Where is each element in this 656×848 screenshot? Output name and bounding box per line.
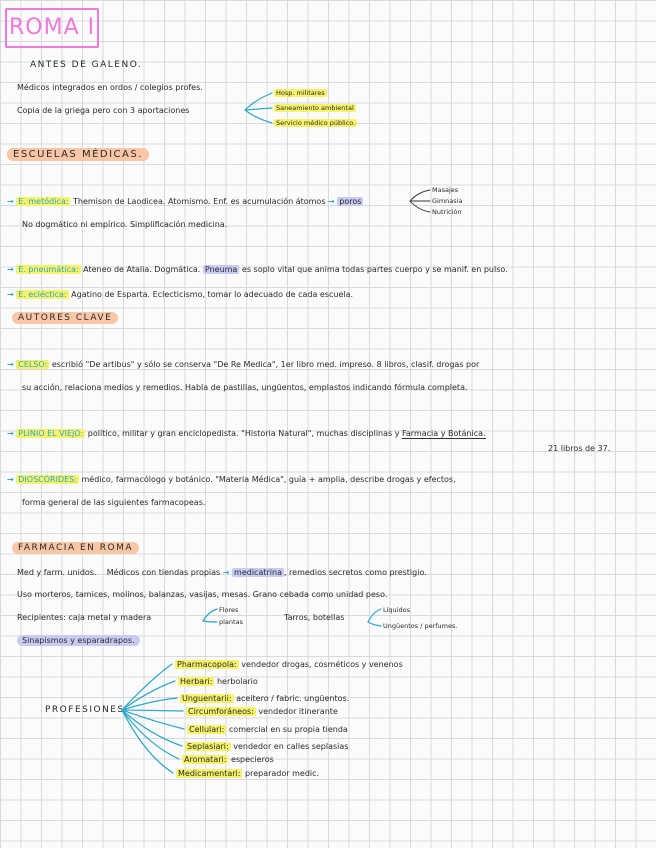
metodica-line: → E. metódica: Themison de Laodicea. Atomismo. Enf. es acumulación átomos → poros: [7, 197, 362, 206]
metodica-line-2: No dogmático ni empírico. Simplificación medicina.: [22, 220, 228, 229]
antes-heading: ANTES DE GALENO.: [30, 60, 143, 70]
dioscorides-line-1: → DIOSCÓRIDES: médico, farmacólogo y botánico. "Materia Médica", guía + amplia, describe drogas y efectos,: [7, 475, 456, 484]
recipientes-branch-2: plantas: [219, 618, 243, 626]
aportacion-1: Hosp. militares: [276, 89, 325, 97]
medicos-integrados-text: Médicos integrados en ordos / colegios profes.: [17, 83, 203, 92]
arrow-icon: →: [7, 265, 14, 274]
page-title: ROMA I: [9, 15, 96, 40]
arrow-icon: →: [222, 568, 230, 577]
metodica-branch-1: Masajes: [432, 186, 459, 194]
farmacia-line-2: Uso morteros, tamices, molinos, balanzas, vasijas, mesas. Grano cebada como unidad peso.: [17, 590, 388, 599]
celso-line-1: → CELSO: escribió "De artibus" y sólo se conserva "De Re Medica", 1er libro med. impreso. 8 libros, clasif. drogas por: [7, 360, 480, 369]
arrow-icon: →: [7, 197, 14, 206]
plinio-note: 21 libros de 37.: [548, 444, 611, 453]
sinapismos-text: Sinapismos y esparadrapos.: [17, 636, 140, 646]
arrow-icon: →: [7, 360, 14, 369]
arrow-icon: →: [7, 429, 14, 438]
recipientes-line: Recipientes: caja metal y madera: [17, 613, 152, 622]
aportacion-3: Servicio médico público.: [276, 119, 356, 127]
metodica-branch-2: Gimnasia: [432, 197, 463, 205]
recipientes-branch-1: Flores: [219, 606, 239, 614]
profesion-item: Cellulari: comercial en su propia tienda: [189, 725, 348, 734]
plinio-line-1: → PLINIO EL VIEJO: político, militar y gran enciclopedista. "Historia Natural", muchas disciplinas y Farmacia y Botánica.: [7, 429, 486, 438]
profesion-item: Circumforáneos: vendedor itinerante: [188, 707, 338, 716]
aportacion-2: Saneamiento ambiental: [276, 104, 354, 112]
eclectica-line: → E. ecléctica: Agatino de Esparta. Eclecticismo, tomar lo adecuado de cada escuela.: [7, 290, 354, 299]
tarros-text: Tarros, botellas: [284, 613, 345, 622]
celso-line-2: su acción, relaciona medios y remedios. Habla de pastillas, ungüentos, emplastos indicando fórmula completa.: [22, 383, 468, 392]
profesion-item: Seplasiari: vendedor en calles seplasias: [187, 742, 349, 751]
farmacia-line-1: Med y farm. unidos. Médicos con tiendas propias → medicatrina , remedios secretos como prestigio.: [17, 568, 427, 577]
arrow-icon: →: [7, 290, 14, 299]
pneumatica-line: → E. pneumática: Ateneo de Atalia. Dogmática. Pneuma es soplo vital que anima todas partes cuerpo y se manif. en pulso.: [7, 265, 508, 274]
profesion-item: Aromatari: especieros: [184, 755, 274, 764]
profesiones-label: PROFESIONES: [45, 705, 125, 715]
tarros-branch-1: Líquidos: [383, 606, 410, 614]
profesion-item: Pharmacopola: vendedor drogas, cosméticos y venenos: [177, 660, 403, 669]
tarros-branch-2: Ungüentos / perfumes.: [383, 622, 458, 630]
profesion-item: Unguentarii: aceitero / fabric. ungüentos.: [182, 694, 350, 703]
copia-text: Copia de la griega pero con 3 aportaciones: [17, 106, 190, 115]
dioscorides-line-2: forma general de las siguientes farmacopeas.: [22, 498, 206, 507]
profesion-item: Medicamentari: preparador medic.: [178, 769, 320, 778]
escuelas-heading: ESCUELAS MÉDICAS.: [7, 150, 149, 160]
arrow-icon: →: [7, 475, 14, 484]
autores-heading: AUTORES CLAVE: [12, 313, 118, 323]
farmacia-heading: FARMACIA EN ROMA: [12, 543, 139, 553]
metodica-branch-3: Nutrición: [432, 208, 462, 216]
arrow-icon: →: [328, 197, 335, 206]
profesion-item: Herbari: herbolario: [180, 677, 258, 686]
